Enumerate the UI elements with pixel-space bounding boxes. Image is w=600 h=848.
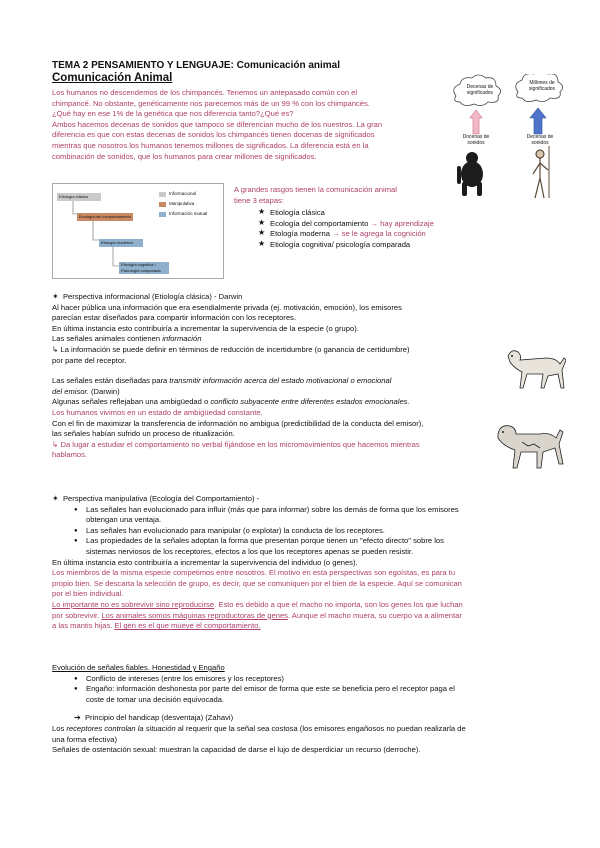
- section-heading: ✶ Perspectiva manipulativa (Ecología del Comportamiento) -: [52, 494, 260, 503]
- paragraph-line: ↳ Da lugar a estudiar el comportamiento no verbal fijándose en los micromovimientos que hacemos mientras: [52, 439, 420, 449]
- paragraph-line: por el bien individual.: [52, 589, 124, 599]
- informacional-section: [52, 292, 552, 461]
- evolucion-list: [74, 674, 552, 706]
- legend-label: Información mutual: [169, 211, 208, 216]
- paragraph-line: Los miembros de la misma especie competimos entre nosotros. El motivo en esta perspectivas son egoístas, es para tu: [52, 568, 456, 578]
- chimp-human-figure: [448, 74, 568, 204]
- diagram-box-ecology: Ecología del comportamiento: [77, 213, 133, 221]
- stages-intro-1: A grandes rasgos tienen la comunicación animal: [234, 185, 397, 194]
- list-item: ● Las señales han evolucionado para manipular (o explotar) la conducta de los receptores.: [74, 526, 552, 537]
- intro-line: Ambos hacemos decenas de sonidos que tampoco se diferencian mucho de los nuestros. La gran: [52, 119, 383, 129]
- paragraph-line: Los receptores controlan la situación al requerir que la señal sea costosa (los emisores engañosos no puedan realizarla de: [52, 723, 466, 733]
- paragraph-line: del emisor. (Darwin): [52, 386, 120, 396]
- list-item: ★ Etiología cognitiva/ psicología comparada: [258, 240, 434, 251]
- stages-list: [258, 208, 434, 250]
- intro-line: mientras que nosotros los humanos tenemos millones de significados. La diferencia está en la: [52, 140, 369, 150]
- paragraph-line: Las señales animales contienen información: [52, 334, 202, 344]
- evolucion-section: [52, 663, 552, 756]
- stages-intro-2: tiene 3 etapas:: [234, 196, 284, 205]
- legend-label: Informacional: [169, 191, 197, 196]
- paragraph-line: por parte del receptor.: [52, 355, 127, 365]
- list-item: ★ Etología moderna → se le agrega la cognición: [258, 229, 434, 240]
- document-title: TEMA 2 PENSAMIENTO Y LENGUAJE: Comunicación animal: [52, 60, 341, 71]
- manipulativa-section: [52, 494, 552, 632]
- handicap-item: ➔ Principio del handicap (desventaja) (Zahavi): [74, 713, 234, 723]
- label-right: Decenas de sonidos: [526, 134, 554, 146]
- paragraph-line: parecían estar diseñados para compartir información con los receptores.: [52, 313, 296, 323]
- diagram-box-classic: Etiología clásica: [57, 193, 101, 201]
- intro-line: diferencia es que con estas decenas de sonidos los chimpancés tienen docenas de significados: [52, 130, 375, 140]
- list-item: ● Conflicto de intereses (entre los emisores y los receptores): [74, 674, 552, 685]
- paragraph-line: En última instancia esto contribuiría a incrementar la supervivencia de la especie (o grupo).: [52, 323, 359, 333]
- dog-illustration-2-icon: [492, 420, 566, 472]
- label-left: Docenas de sonidos: [462, 134, 490, 146]
- list-item: ★ Ecología del comportamiento → hay aprendizaje: [258, 219, 434, 230]
- intro-line: Los humanos no descendemos de los chimpancés. Tenemos un antepasado común con el: [52, 88, 358, 97]
- paragraph-line: a las mantis hijas. El gen es el que mueve el comportamiento.: [52, 621, 261, 631]
- paragraph-line: ↳ La información se puede definir en términos de reducción de incertidumbre (o ganancia de certidumbre): [52, 344, 410, 354]
- legend-swatch: [159, 202, 166, 207]
- section-heading: Evolución de señales fiables. Honestidad y Engaño: [52, 663, 225, 672]
- legend-swatch: [159, 192, 166, 197]
- paragraph-line: las señales habían sufrido un proceso de ritualización.: [52, 429, 235, 439]
- cloud-right-text: Millones de significados: [528, 80, 556, 92]
- paragraph-line: Las señales están diseñadas para transmitir información acerca del estado motivacional o emocional: [52, 376, 392, 386]
- cloud-left-text: Decenas de significados: [466, 84, 494, 96]
- intro-line: combinación de sonidos, que los humanos para crear millones de significados.: [52, 151, 317, 161]
- paragraph-line: por sobrevivir. Los animales somos máquinas reproductoras de genes. Aunque el macho muera, su cuerpo va a alimentar: [52, 610, 462, 620]
- list-item: ● Las propiedades de la señales adoptan la forma que presentan porque tienen un "efecto directo" sobre los sistemas nerviosos de los receptores, efectos a los que los receptores apenas se pueden resistir.: [74, 536, 552, 557]
- paragraph-line: Con el fin de maximizar la transferencia de información no ambigua (predictibilidad de la conducta del emisor),: [52, 418, 424, 428]
- paragraph-line: Al hacer pública una información que era esendialmente privada (ej. motivación, emoción), los emisores: [52, 302, 402, 312]
- paragraph-line: propio bien. Se descarta la selección de grupo, es decir, que se comuniquen por el bien de la especie. Aquí se comunican: [52, 578, 462, 588]
- list-item: ● Engaño: información deshonesta por parte del emisor de forma que este se beneficia pero el receptor paga el coste de tomar una decisión equivocada.: [74, 684, 552, 705]
- section-title: Comunicación Animal: [52, 72, 173, 84]
- flow-diagram: [52, 183, 224, 279]
- manipulativa-list: [74, 505, 552, 558]
- legend-swatch: [159, 212, 166, 217]
- arrow-right-icon: ➔: [74, 713, 81, 723]
- section-heading: ✶ Perspectiva informacional (Etiología clásica) - Darwin: [52, 292, 243, 301]
- list-item: ● Las señales han evolucionado para influir (más que para informar) sobre los demás de forma que los emisores obtengan una ventaja.: [74, 505, 552, 526]
- paragraph-line: Algunas señales reflejaban una ambigüedad o conflicto subyacente entre diferentes estados emocionales.: [52, 397, 410, 407]
- paragraph-line: Los humanos vivimos en un estado de ambigüedad constante.: [52, 407, 263, 417]
- diagram-box-modern: Etología moderna: [99, 239, 143, 247]
- legend-label: Manipulativa: [169, 201, 195, 206]
- intro-line: ¿Qué hay en ese 1% de la genética que nos diferencia tanto?¿Qué es?: [52, 109, 294, 119]
- paragraph-line: una forma efectiva): [52, 734, 117, 744]
- list-item: ★ Etiología clásica: [258, 208, 434, 219]
- intro-paragraph: [52, 88, 452, 162]
- paragraph-line: Lo importante no es sobrevivir sino reproducirse. Esto es debido a que el macho no importa, son los genes los que luchan: [52, 599, 463, 609]
- dog-illustration-1-icon: [500, 346, 566, 390]
- paragraph-line: hablamos.: [52, 450, 88, 460]
- paragraph-line: Señales de ostentación sexual: muestran la capacidad de darse el lujo de desperdiciar un recurso (derroche).: [52, 745, 421, 755]
- diagram-box-cognitive: Etiología cognitiva / Psicología comparada: [119, 262, 169, 274]
- intro-line: chimpancé. No obstante, genéticamente nos parecemos más de un 99 % con los chimpancés.: [52, 98, 370, 108]
- paragraph-line: En última instancia esto contribuiría a incrementar la supervivencia del individuo (o genes).: [52, 557, 358, 567]
